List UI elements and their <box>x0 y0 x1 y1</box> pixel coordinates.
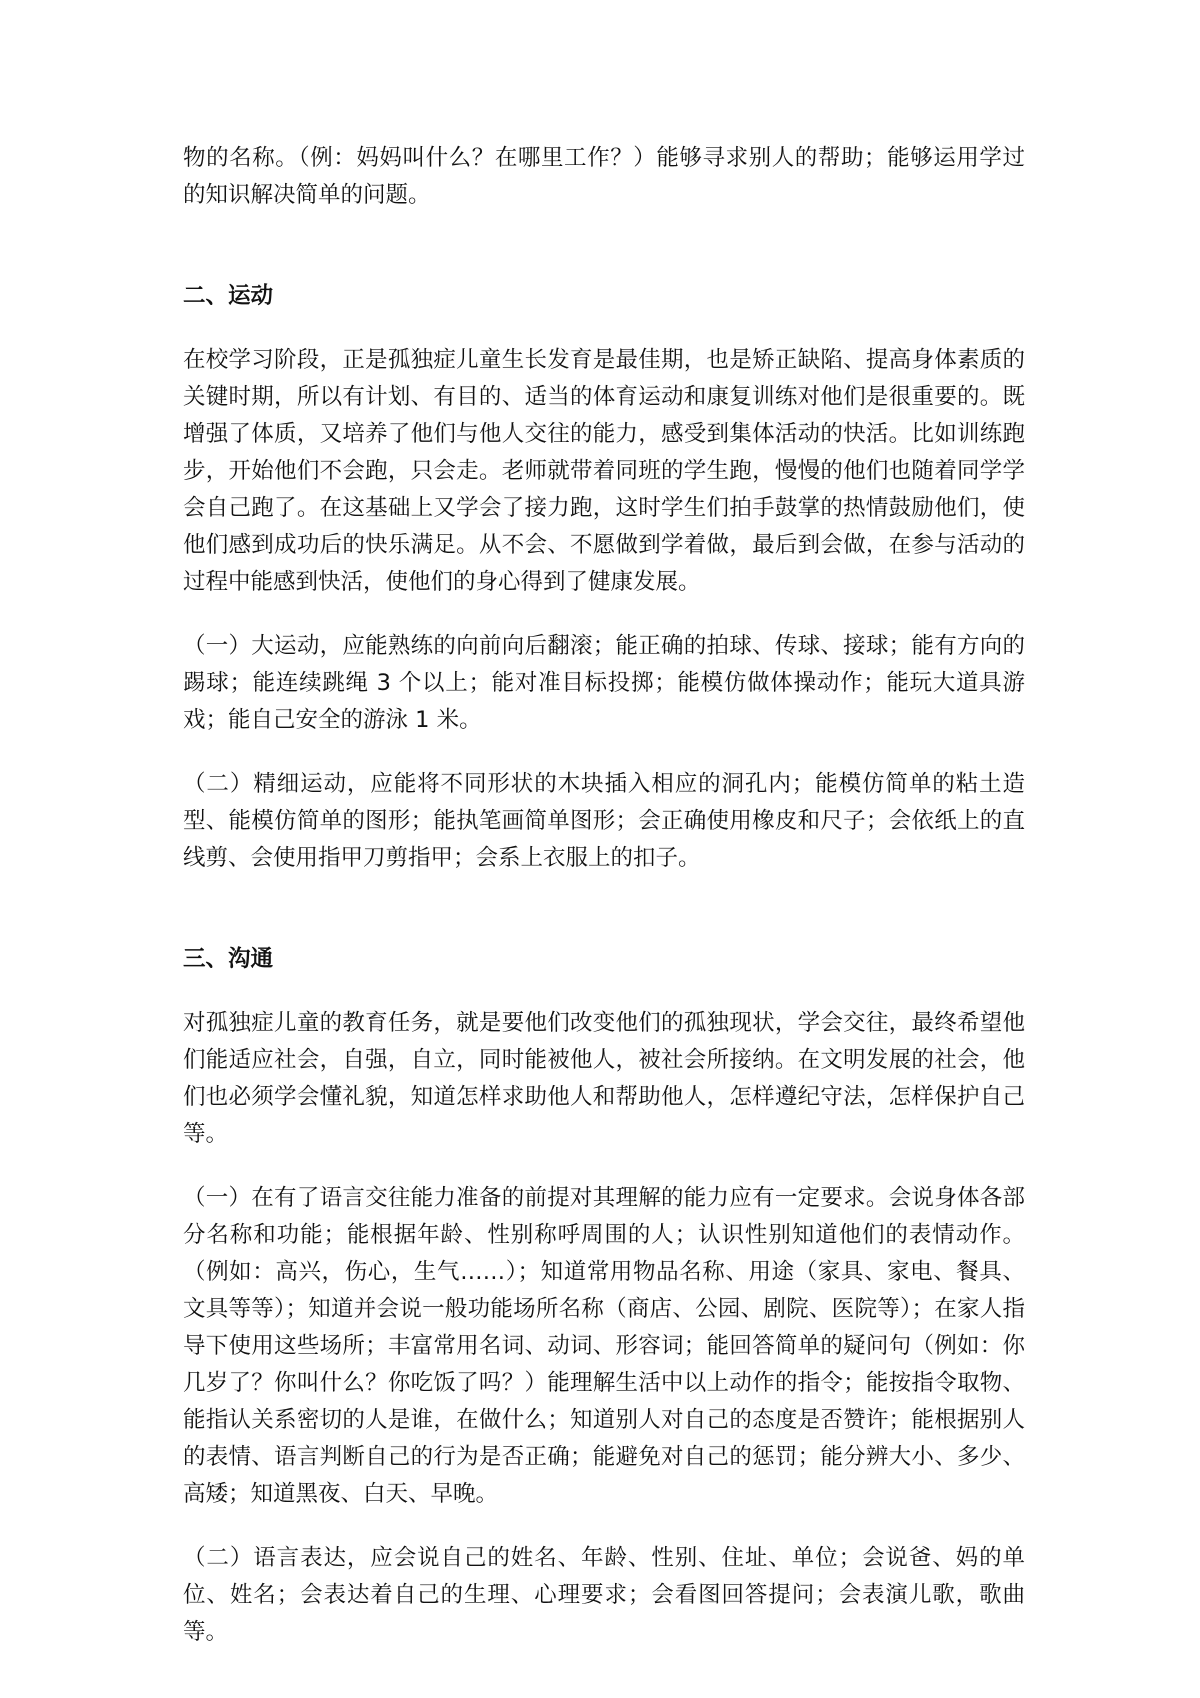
exercise-paragraph-gross-motor: （一）大运动，应能熟练的向前向后翻滚；能正确的拍球、传球、接球；能有方向的踢球；能连续跳绳 3 个以上；能对准目标投掷；能模仿做体操动作；能玩大道具游戏；能自己安全的游泳 1 米。 <box>183 633 1025 733</box>
section-heading-communication: 三、沟通 <box>183 946 274 972</box>
communication-paragraph-overview: 对孤独症儿童的教育任务，就是要他们改变他们的孤独现状，学会交往，最终希望他们能适应社会，自强，自立，同时能被他人，被社会所接纳。在文明发展的社会，他们也必须学会懂礼貌，知道怎样求助他人和帮助他人，怎样遵纪守法，怎样保护自己等。 <box>183 1010 1025 1147</box>
intro-paragraph: 物的名称。（例：妈妈叫什么？在哪里工作？）能够寻求别人的帮助；能够运用学过的知识解决简单的问题。 <box>183 145 1025 208</box>
section-heading-exercise: 二、运动 <box>183 283 274 309</box>
document-body <box>183 140 1025 1651</box>
communication-paragraph-comprehension: （一）在有了语言交往能力准备的前提对其理解的能力应有一定要求。会说身体各部分名称和功能；能根据年龄、性别称呼周围的人；认识性别知道他们的表情动作。（例如：高兴，伤心，生气……）；知道常用物品名称、用途（家具、家电、餐具、文具等等）；知道并会说一般功能场所名称（商店、公园、剧院、医院等）；在家人指导下使用这些场所；丰富常用名词、动词、形容词；能回答简单的疑问句（例如：你几岁了？你叫什么？你吃饭了吗？）能理解生活中以上动作的指令；能按指令取物、能指认关系密切的人是谁，在做什么；知道别人对自己的态度是否赞许；能根据别人的表情、语言判断自己的行为是否正确；能避免对自己的惩罚；能分辨大小、多少、高矮；知道黑夜、白天、早晚。 <box>183 1185 1025 1507</box>
communication-paragraph-expression: （二）语言表达，应会说自己的姓名、年龄、性别、住址、单位；会说爸、妈的单位、姓名；会表达着自己的生理、心理要求；会看图回答提问；会表演儿歌，歌曲等。 <box>183 1545 1025 1645</box>
exercise-paragraph-overview: 在校学习阶段，正是孤独症儿童生长发育是最佳期，也是矫正缺陷、提高身体素质的关键时期，所以有计划、有目的、适当的体育运动和康复训练对他们是很重要的。既增强了体质，又培养了他们与他人交往的能力，感受到集体活动的快活。比如训练跑步，开始他们不会跑，只会走。老师就带着同班的学生跑，慢慢的他们也随着同学学会自己跑了。在这基础上又学会了接力跑，这时学生们拍手鼓掌的热情鼓励他们，使他们感到成功后的快乐满足。从不会、不愿做到学着做，最后到会做，在参与活动的过程中能感到快活，使他们的身心得到了健康发展。 <box>183 347 1025 595</box>
exercise-paragraph-fine-motor: （二）精细运动，应能将不同形状的木块插入相应的洞孔内；能模仿简单的粘土造型、能模仿简单的图形；能执笔画简单图形；会正确使用橡皮和尺子；会依纸上的直线剪、会使用指甲刀剪指甲；会系上衣服上的扣子。 <box>183 771 1025 871</box>
